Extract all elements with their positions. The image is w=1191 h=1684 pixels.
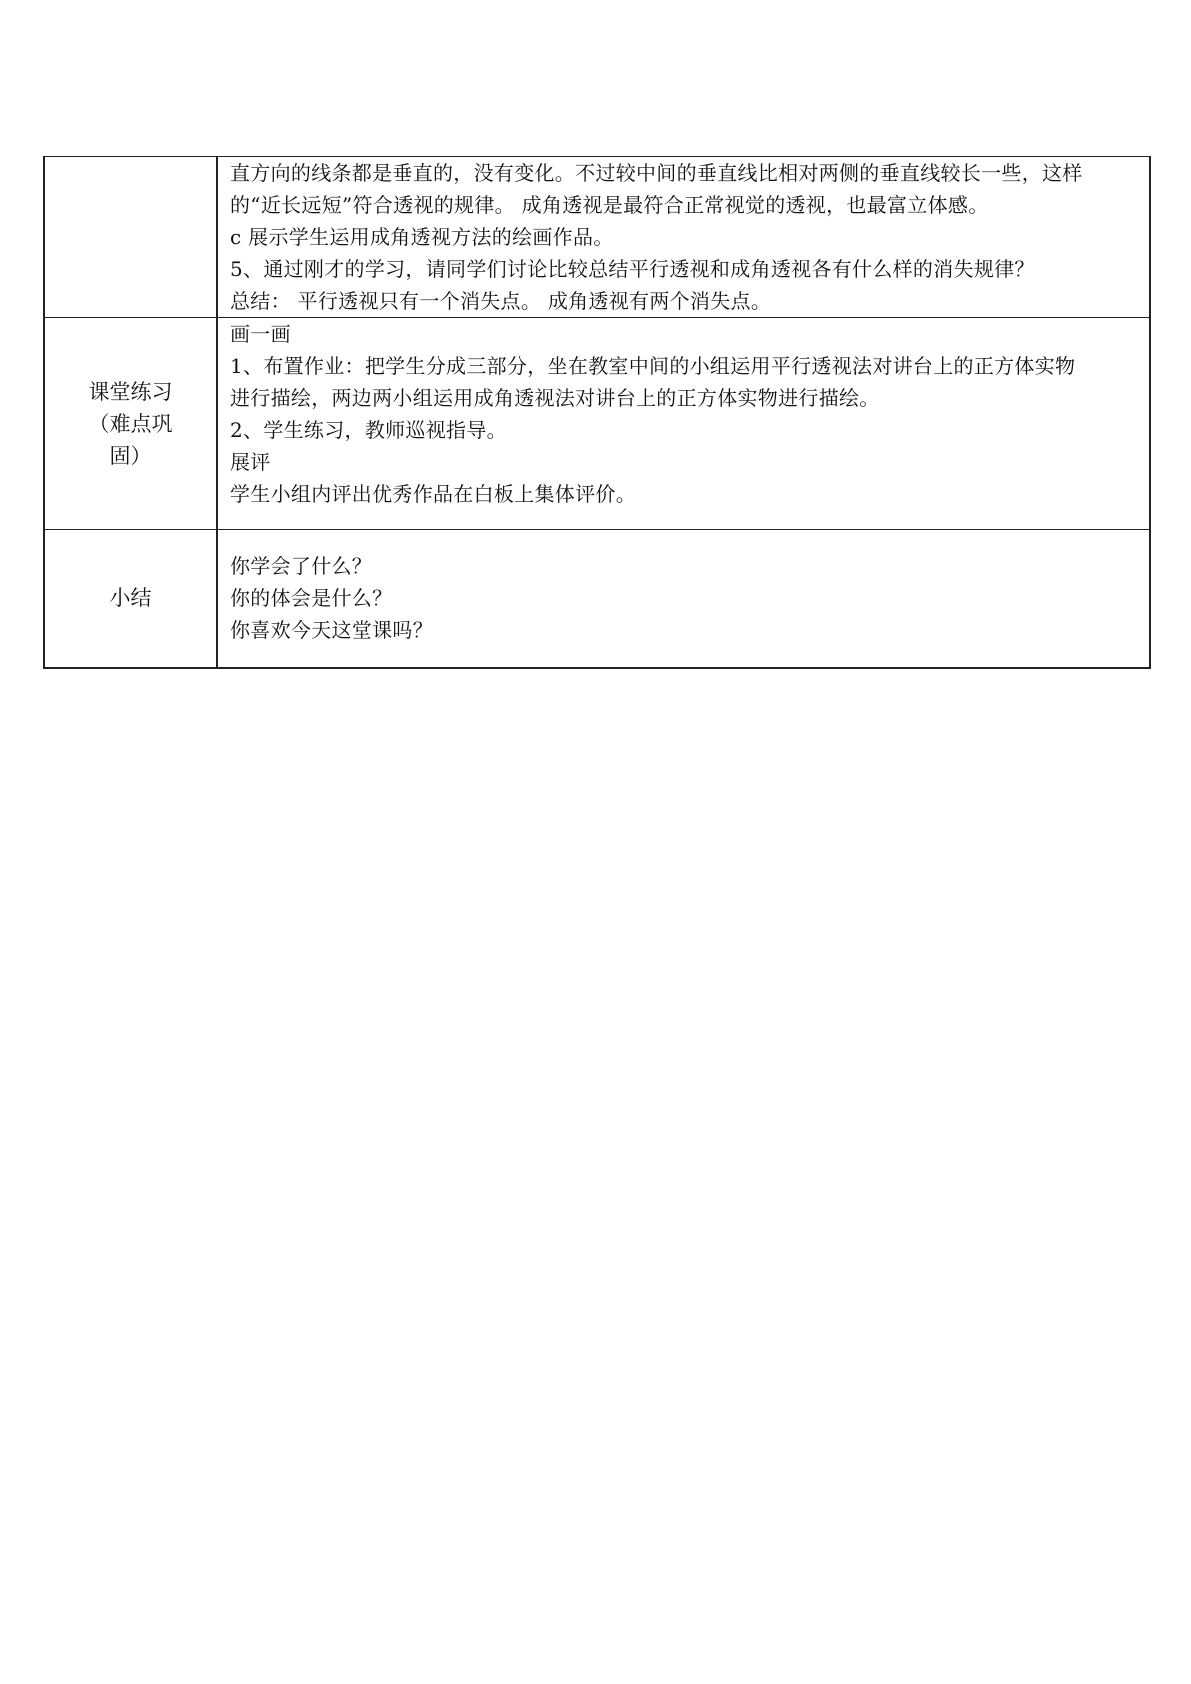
content-line: 画一画 [230, 322, 291, 346]
content-line: 2、学生练习，教师巡视指导。 [230, 418, 507, 442]
row-label-cell [44, 318, 217, 530]
content-line: 1、布置作业：把学生分成三部分，坐在教室中间的小组运用平行透视法对讲台上的正方体实物 [230, 354, 1076, 378]
row-label: 小结 [109, 586, 152, 611]
content-line: 进行描绘，两边两小组运用成角透视法对讲台上的正方体实物进行描绘。 [230, 386, 880, 410]
row-content-cell [217, 157, 1150, 318]
table-row [44, 157, 1150, 318]
content-line: 你的体会是什么？ [230, 586, 393, 611]
content-line: 你喜欢今天这堂课吗？ [230, 618, 433, 643]
content-line: 展评 [230, 450, 271, 474]
row-label: 固） [109, 443, 152, 468]
row-label-cell [44, 530, 217, 668]
content-line: 的“近长远短”符合透视的规律。 成角透视是最符合正常视觉的透视，也最富立体感。 [230, 193, 989, 217]
row-content-cell [217, 318, 1150, 530]
row-label-cell [44, 157, 217, 318]
content-line: 直方向的线条都是垂直的，没有变化。不过较中间的垂直线比相对两侧的垂直线较长一些，这样 [230, 161, 1083, 185]
content-line: c 展示学生运用成角透视方法的绘画作品。 [230, 225, 614, 249]
table-row [44, 530, 1150, 668]
content-line: 学生小组内评出优秀作品在白板上集体评价。 [230, 482, 636, 506]
content-line: 总结： 平行透视只有一个消失点。 成角透视有两个消失点。 [230, 289, 772, 313]
table-row [44, 318, 1150, 530]
content-line: 5、通过刚才的学习，请同学们讨论比较总结平行透视和成角透视各有什么样的消失规律？ [230, 257, 1035, 281]
row-label: （难点巩 [88, 411, 173, 436]
content-line: 你学会了什么？ [230, 554, 373, 579]
lesson-plan-table [43, 156, 1151, 669]
row-label: 课堂练习 [88, 379, 173, 404]
row-content-cell [217, 530, 1150, 668]
